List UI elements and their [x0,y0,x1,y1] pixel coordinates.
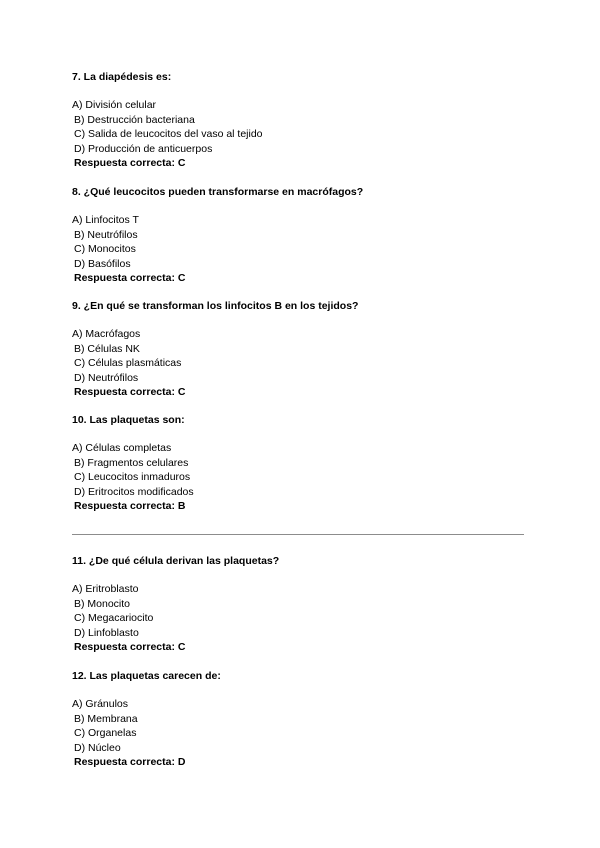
options-list [72,441,542,514]
option-b: B) Células NK [74,342,140,355]
option-c: C) Megacariocito [74,612,154,625]
correct-answer: Respuesta correcta: B [74,500,186,513]
question-block [72,300,542,400]
option-d: D) Basófilos [74,257,131,270]
correct-answer: Respuesta correcta: C [74,641,186,654]
question-block [72,186,542,286]
question-block [72,670,542,770]
question-title: 12. Las plaquetas carecen de: [72,670,221,682]
option-a: A) Macrófagos [72,328,141,340]
question-title: 11. ¿De qué célula derivan las plaquetas? [72,555,280,567]
option-b: B) Monocito [74,597,131,610]
option-c: C) Organelas [74,727,137,740]
option-a: A) Linfocitos T [72,214,139,226]
option-a: A) Eritroblasto [72,583,139,595]
option-c: C) Salida de leucocitos del vaso al tejido [74,128,263,141]
option-d: D) Eritrocitos modificados [74,485,194,498]
options-list [72,582,542,655]
correct-answer: Respuesta correcta: C [74,386,186,399]
option-d: D) Linfoblasto [74,626,139,639]
option-a: A) División celular [72,99,157,111]
option-b: B) Destrucción bacteriana [74,113,195,126]
option-c: C) Leucocitos inmaduros [74,471,191,484]
question-title: 9. ¿En qué se transforman los linfocitos B en los tejidos? [72,300,359,312]
options-list [72,697,542,770]
option-b: B) Membrana [74,712,138,725]
question-block [72,71,542,171]
section-divider [72,534,524,535]
option-a: A) Gránulos [72,698,129,710]
question-title: 7. La diapédesis es: [72,71,172,83]
question-block [72,414,542,514]
option-b: B) Fragmentos celulares [74,456,189,469]
options-list [72,213,542,286]
option-d: D) Neutrófilos [74,371,139,384]
question-title: 8. ¿Qué leucocitos pueden transformarse en macrófagos? [72,186,364,198]
option-c: C) Monocitos [74,243,136,256]
option-d: D) Núcleo [74,741,121,754]
option-a: A) Células completas [72,442,172,454]
correct-answer: Respuesta correcta: D [74,756,186,769]
option-c: C) Células plasmáticas [74,357,182,370]
question-block [72,555,542,655]
correct-answer: Respuesta correcta: C [74,272,186,285]
option-b: B) Neutrófilos [74,228,138,241]
options-list [72,327,542,400]
question-title: 10. Las plaquetas son: [72,414,185,426]
option-d: D) Producción de anticuerpos [74,142,213,155]
correct-answer: Respuesta correcta: C [74,157,186,170]
options-list [72,98,542,171]
